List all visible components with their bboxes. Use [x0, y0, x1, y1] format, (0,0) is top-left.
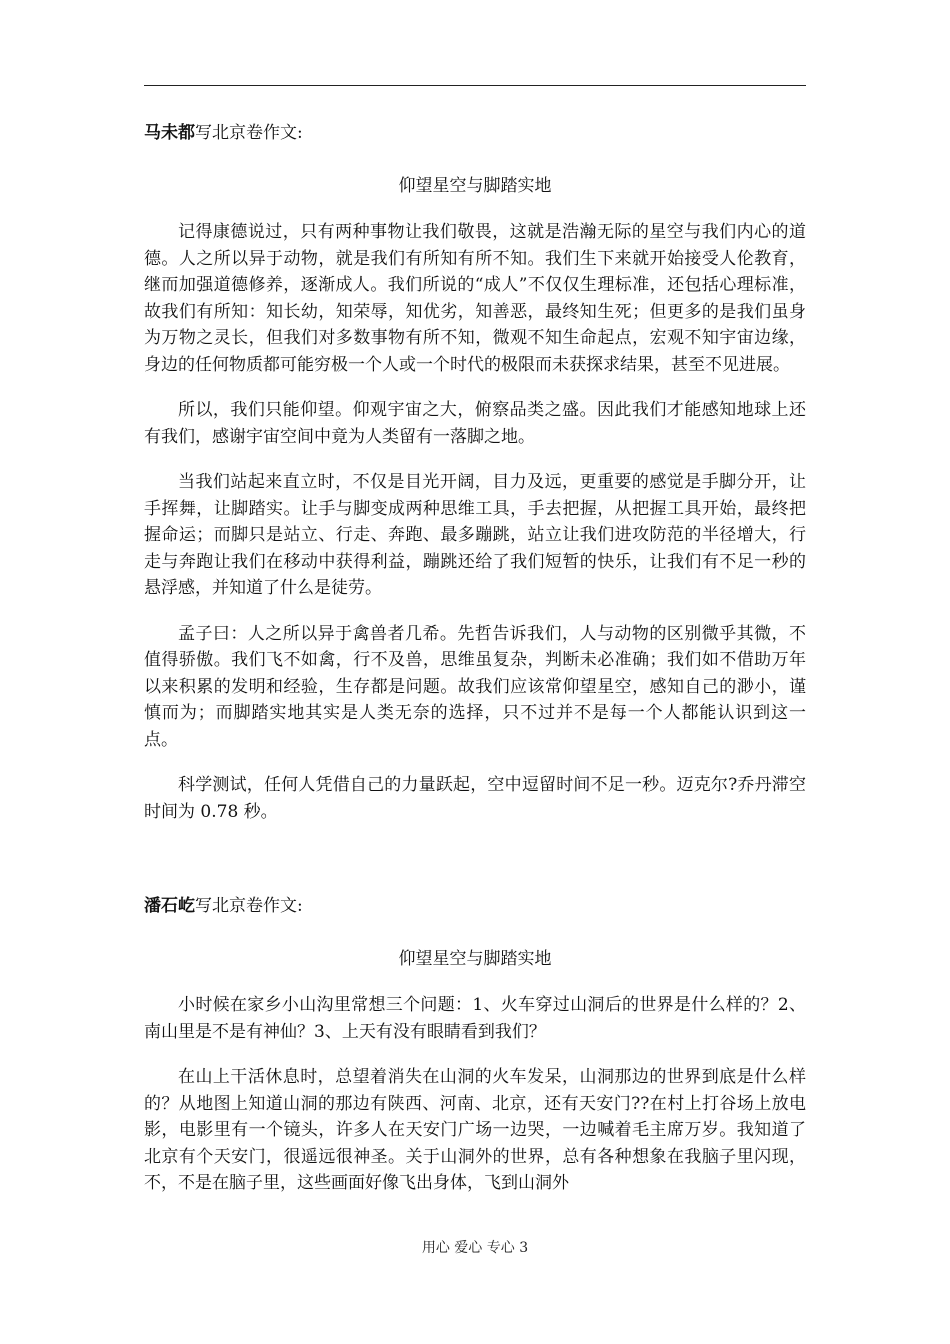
essay1-paragraph: 记得康德说过，只有两种事物让我们敬畏，这就是浩瀚无际的星空与我们内心的道德。人之所以异于动物，就是我们有所知有所不知。我们生下来就开始接受人伦教育，继而加强道德修养，逐渐成人。我们所说的“成人”不仅仅生理标准，还包括心理标准，故我们有所知：知长幼，知荣辱，知优劣，知善恶，最终知生死；但更多的是我们虽身为万物之灵长，但我们对多数事物有所不知，微观不知生命起点，宏观不知宇宙边缘，身边的任何物质都可能穷极一个人或一个时代的极限而未获探求结果，甚至不见进展。	[144, 222, 806, 375]
essay1-prompt: 写北京卷作文:	[195, 123, 303, 143]
document-body	[144, 118, 806, 1197]
essay1-title: 仰望星空与脚踏实地	[398, 176, 552, 196]
header-rule	[144, 85, 806, 86]
essay2-paragraph: 小时候在家乡小山沟里常想三个问题：1、火车穿过山洞后的世界是什么样的？2、南山里是不是有神仙？3、上天有没有眼睛看到我们？	[144, 995, 806, 1042]
essay2-author-line	[144, 891, 806, 921]
essay1-author-line	[144, 118, 806, 148]
essay1-author-name: 马未都	[144, 123, 195, 143]
essay1-paragraph: 所以，我们只能仰望。仰观宇宙之大，俯察品类之盛。因此我们才能感知地球上还有我们，感谢宇宙空间中竟为人类留有一落脚之地。	[144, 400, 806, 447]
essay1-paragraph: 当我们站起来直立时，不仅是目光开阔，目力及远，更重要的感觉是手脚分开，让手挥舞，让脚踏实。让手与脚变成两种思维工具，手去把握，从把握工具开始，最终把握命运；而脚只是站立、行走、奔跑、最多蹦跳，站立让我们进攻防范的半径增大，行走与奔跑让我们在移动中获得利益，蹦跳还给了我们短暂的快乐，让我们有不足一秒的悬浮感，并知道了什么是徒劳。	[144, 472, 806, 598]
essay2-title: 仰望星空与脚踏实地	[398, 949, 552, 969]
essay1-paragraph: 孟子曰：人之所以异于禽兽者几希。先哲告诉我们，人与动物的区别微乎其微，不值得骄傲。我们飞不如禽，行不及兽，思维虽复杂，判断未必准确；我们如不借助万年以来积累的发明和经验，生存都是问题。故我们应该常仰望星空，感知自己的渺小，谨慎而为；而脚踏实地其实是人类无奈的选择，只不过并不是每一个人都能认识到这一点。	[144, 623, 806, 750]
essay2-paragraph: 在山上干活休息时，总望着消失在山洞的火车发呆，山洞那边的世界到底是什么样的？从地图上知道山洞的那边有陕西、河南、北京，还有天安门??在村上打谷场上放电影，电影里有一个镜头，许多人在天安门广场一边哭，一边喊着毛主席万岁。我知道了北京有个天安门，很遥远很神圣。关于山洞外的世界，总有各种想象在我脑子里闪现，不，不是在脑子里，这些画面好像飞出身体，飞到山洞外	[144, 1067, 806, 1193]
essay1-paragraph: 科学测试，任何人凭借自己的力量跃起，空中逗留时间不足一秒。迈克尔?乔丹滞空时间为 0.78 秒。	[144, 775, 806, 822]
essay2-prompt: 写北京卷作文:	[195, 896, 303, 916]
essay2-author-name: 潘石屹	[144, 896, 195, 916]
page-footer: 用心 爱心 专心 3	[421, 1240, 529, 1256]
